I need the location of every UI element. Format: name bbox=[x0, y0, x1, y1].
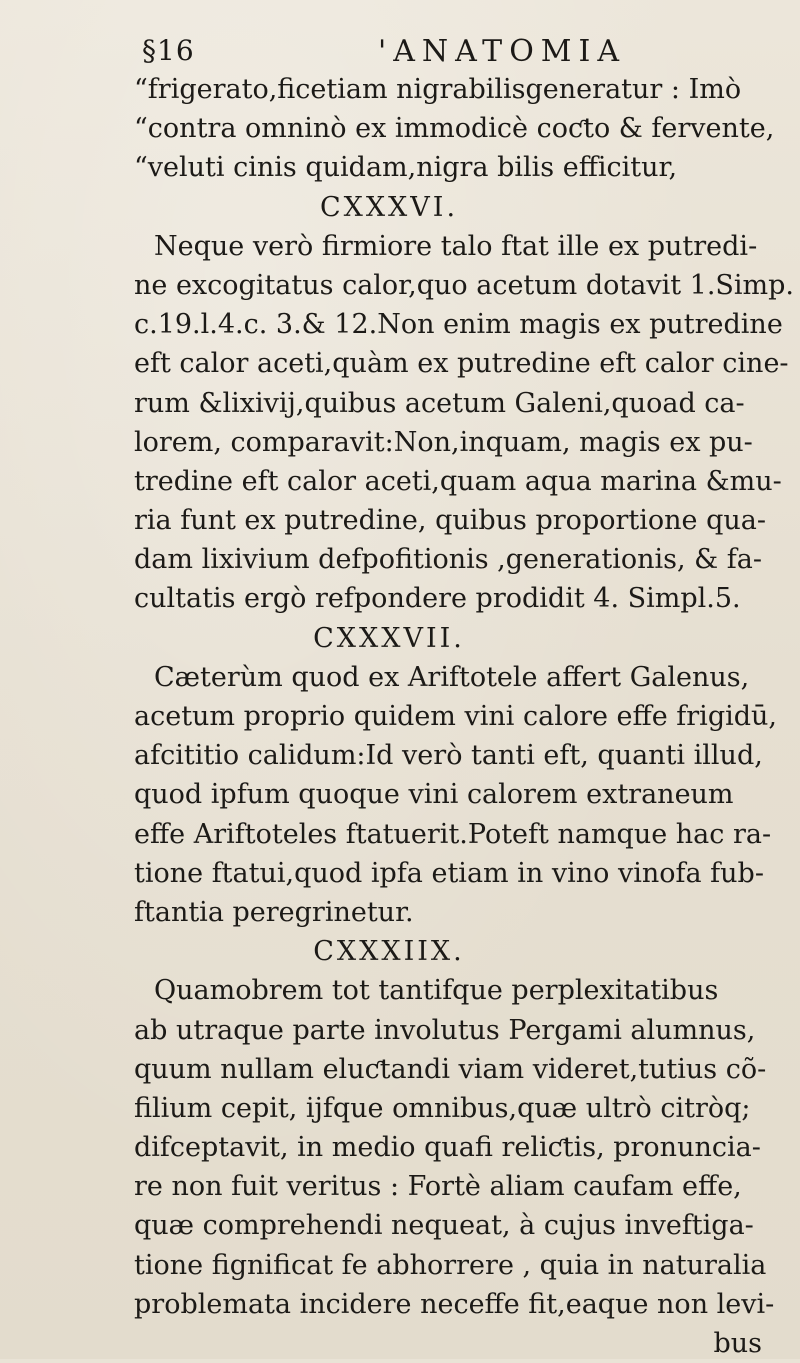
text-line: afcititio calidum:Id verò tanti eft, quanti illud, bbox=[134, 740, 763, 772]
text-line: tione fignificat fe abhorrere , quia in naturalia bbox=[134, 1249, 767, 1281]
text-line: tione ftatui,quod ipfa etiam in vino vinofa fub- bbox=[134, 857, 764, 889]
page-header bbox=[0, 34, 800, 74]
text-line: filium cepit, ijfque omnibus,quæ ultrò citròq; bbox=[134, 1092, 751, 1124]
text-line: c.19.l.4.c. 3.& 12.Non enim magis ex putredine bbox=[134, 309, 783, 341]
text-line: re non fuit veritus : Fortè aliam caufam effe, bbox=[134, 1171, 742, 1203]
text-line: quæ comprehendi nequeat, à cujus inveftiga- bbox=[134, 1210, 754, 1242]
section-heading: CXXXVI. bbox=[319, 191, 459, 223]
text-line: Cæterùm quod ex Ariftotele affert Galenus, bbox=[154, 661, 750, 693]
text-line: lorem, comparavit:Non,inquam, magis ex pu- bbox=[134, 426, 753, 458]
text-line: cultatis ergò refpondere prodidit 4. Simpl.5. bbox=[134, 583, 741, 615]
text-line: Quamobrem tot tantifque perplexitatibus bbox=[154, 975, 719, 1007]
text-line: “contra omninò ex immodicè coƈto & fervente, bbox=[134, 113, 775, 145]
text-line: dam lixivium defpofitionis ,generationis, & fa- bbox=[134, 544, 763, 576]
text-line: problemata incidere neceffe fit,eaque non levi- bbox=[134, 1288, 775, 1320]
text-line: ria funt ex putredine, quibus proportione qua- bbox=[134, 505, 766, 537]
section-heading: CXXXIIX. bbox=[313, 936, 465, 968]
text-line: quod ipfum quoque vini calorem extraneum bbox=[134, 779, 734, 811]
text-block bbox=[134, 70, 794, 1363]
text-line: effe Ariftoteles ftatuerit.Poteft namque hac ra- bbox=[134, 818, 772, 850]
section-heading: CXXXVII. bbox=[313, 622, 465, 654]
text-line: “veluti cinis quidam,nigra bilis efficitur, bbox=[134, 152, 678, 184]
text-line: difceptavit, in medio quafi reliƈtis, pronuncia- bbox=[134, 1132, 761, 1164]
catchword: bus bbox=[713, 1328, 762, 1359]
text-line: acetum proprio quidem vini calore effe frigidū, bbox=[134, 701, 777, 732]
text-line: tredine eft calor aceti,quam aqua marina &mu- bbox=[134, 465, 782, 497]
text-line: “frigerato,ficetiam nigrabilisgeneratur : Imò bbox=[134, 74, 742, 105]
text-line: ne excogitatus calor,quo acetum dotavit 1.Simp. bbox=[134, 269, 794, 301]
running-head: 'ANATOMIA bbox=[378, 34, 627, 69]
text-line: rum &lixivij,quibus acetum Galeni,quoad ca- bbox=[134, 387, 745, 419]
text-line: quum nullam eluƈtandi viam videret,tutius cõ- bbox=[134, 1053, 767, 1085]
page-number: §16 bbox=[142, 34, 195, 67]
text-line: ftantia peregrinetur. bbox=[134, 896, 414, 928]
text-line: Neque verò firmiore talo ftat ille ex putredi- bbox=[154, 230, 758, 262]
text-line: ab utraque parte involutus Pergami alumnus, bbox=[134, 1014, 756, 1046]
text-line: eft calor aceti,quàm ex putredine eft calor cine- bbox=[134, 348, 789, 380]
